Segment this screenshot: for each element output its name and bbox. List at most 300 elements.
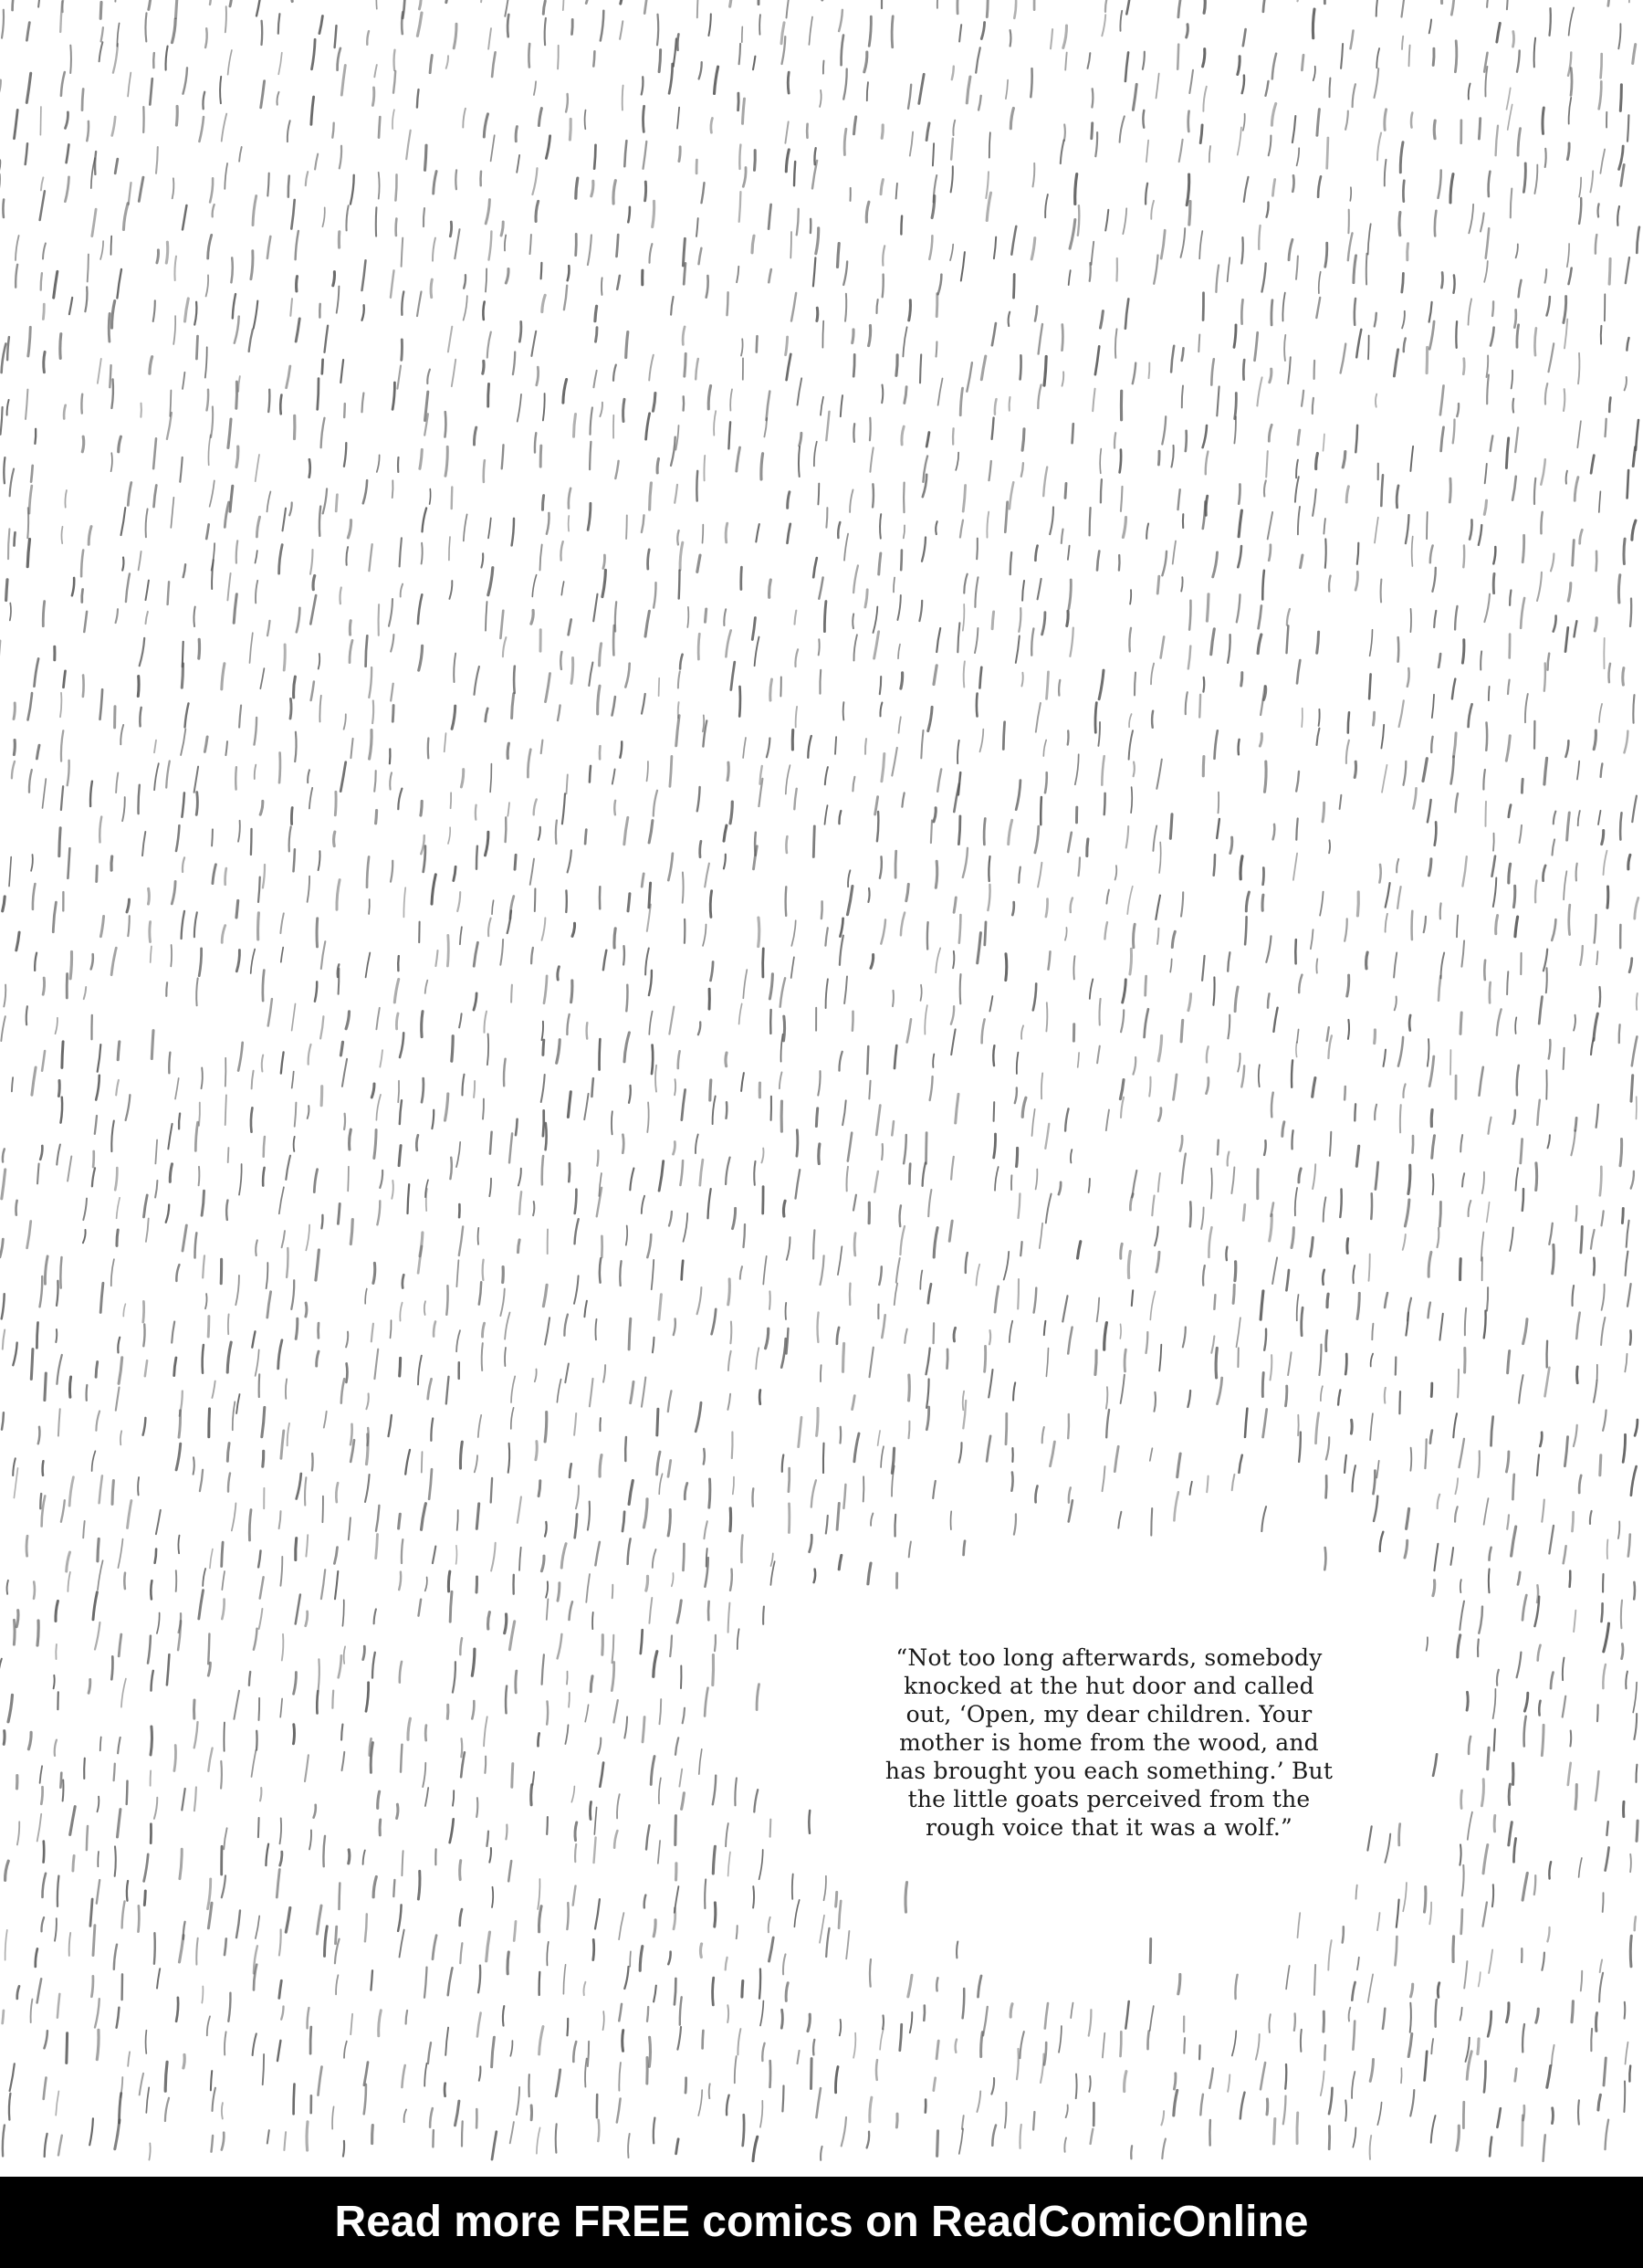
pencil-stroke (1010, 552, 1012, 574)
pencil-stroke (434, 1322, 435, 1337)
pencil-stroke (366, 1393, 368, 1409)
pencil-stroke (151, 1727, 152, 1755)
pencil-stroke (1174, 1075, 1177, 1099)
footer-banner-text[interactable]: Read more FREE comics on ReadComicOnline (334, 2198, 1309, 2246)
pencil-stroke (739, 1003, 742, 1024)
pencil-stroke (60, 693, 61, 717)
pencil-stroke (222, 1571, 225, 1590)
pencil-stroke (210, 178, 213, 202)
pencil-stroke (1404, 761, 1407, 785)
pencil-stroke (119, 1358, 122, 1384)
pencil-stroke (28, 327, 31, 356)
pencil-stroke (1428, 800, 1431, 822)
pencil-stroke (1549, 1526, 1554, 1554)
pencil-stroke (1374, 1496, 1377, 1521)
pencil-stroke (476, 846, 477, 869)
pencil-stroke (157, 250, 159, 263)
pencil-stroke (1596, 1771, 1598, 1801)
pencil-stroke (202, 1987, 203, 2003)
pencil-stroke (1403, 1883, 1407, 1911)
pencil-stroke (1287, 609, 1290, 625)
pencil-stroke (814, 442, 817, 467)
pencil-stroke (225, 1938, 226, 1955)
pencil-stroke (402, 12, 403, 34)
pencil-stroke (1580, 946, 1583, 965)
pencil-stroke (182, 911, 184, 939)
pencil-stroke (306, 1612, 308, 1626)
pencil-stroke (154, 763, 159, 790)
pencil-stroke (1568, 583, 1571, 601)
pencil-stroke (1235, 394, 1237, 419)
pencil-stroke (315, 982, 317, 1001)
pencil-stroke (68, 761, 69, 785)
pencil-stroke (825, 767, 828, 784)
pencil-stroke (1429, 302, 1432, 322)
pencil-stroke (880, 703, 882, 717)
pencil-stroke (97, 2030, 99, 2059)
pencil-stroke (474, 942, 477, 966)
pencil-stroke (1184, 2038, 1185, 2053)
pencil-stroke (876, 2060, 877, 2080)
pencil-stroke (400, 1303, 402, 1321)
pencil-stroke (1313, 1164, 1315, 1189)
pencil-stroke (1497, 2108, 1500, 2127)
pencil-stroke (174, 1746, 176, 1771)
pencil-stroke (1064, 124, 1065, 141)
pencil-stroke (953, 428, 954, 444)
pencil-stroke (432, 1110, 434, 1129)
pencil-stroke (425, 1788, 428, 1806)
pencil-stroke (730, 0, 733, 6)
pencil-stroke (654, 1986, 656, 2002)
pencil-stroke (1430, 1431, 1432, 1444)
pencil-stroke (568, 266, 570, 280)
pencil-stroke (556, 2070, 560, 2096)
pencil-stroke (205, 347, 207, 377)
pencil-stroke (624, 1967, 628, 1989)
pencil-stroke (155, 1549, 157, 1563)
pencil-stroke (1317, 729, 1320, 745)
pencil-stroke (185, 703, 189, 727)
pencil-stroke (487, 1932, 490, 1961)
pencil-stroke (176, 825, 179, 851)
pencil-stroke (699, 248, 702, 264)
pencil-stroke (1266, 81, 1269, 96)
pencil-stroke (322, 360, 323, 373)
pencil-stroke (1047, 672, 1049, 699)
pencil-stroke (58, 1876, 59, 1906)
pencil-stroke (323, 488, 327, 513)
pencil-stroke (988, 885, 989, 910)
pencil-stroke (705, 1688, 707, 1717)
pencil-stroke (1020, 1242, 1021, 1255)
pencil-stroke (281, 2007, 283, 2020)
pencil-stroke (705, 1879, 706, 1908)
pencil-stroke (472, 1701, 474, 1718)
pencil-stroke (959, 25, 961, 41)
pencil-stroke (167, 1654, 170, 1685)
pencil-stroke (1046, 1194, 1052, 1223)
pencil-stroke (84, 987, 87, 999)
pencil-stroke (230, 486, 233, 511)
pencil-stroke (1316, 959, 1317, 972)
pencil-stroke (811, 2059, 812, 2089)
pencil-stroke (544, 976, 547, 1003)
pencil-stroke (3, 2126, 5, 2157)
pencil-stroke (93, 1592, 97, 1620)
pencil-stroke (118, 1539, 122, 1569)
pencil-stroke (922, 538, 926, 562)
pencil-stroke (899, 717, 901, 732)
pencil-stroke (1565, 1437, 1567, 1466)
pencil-stroke (70, 1807, 76, 1835)
pencil-stroke (1577, 1367, 1578, 1383)
pencil-stroke (168, 582, 170, 604)
pencil-stroke (1453, 1413, 1457, 1437)
pencil-stroke (760, 2101, 763, 2127)
pencil-stroke (1182, 1154, 1186, 1183)
pencil-stroke (267, 1263, 268, 1288)
pencil-stroke (795, 611, 797, 625)
footer-banner[interactable] (0, 2177, 1643, 2268)
pencil-stroke (844, 129, 846, 154)
pencil-stroke (310, 550, 313, 574)
pencil-stroke (1019, 867, 1020, 883)
pencil-stroke (251, 950, 256, 974)
pencil-stroke (839, 1555, 842, 1569)
pencil-stroke (1402, 0, 1405, 17)
pencil-stroke (1534, 38, 1536, 68)
pencil-stroke (308, 2008, 309, 2028)
pencil-stroke (508, 803, 509, 816)
pencil-stroke (119, 1634, 121, 1656)
pencil-stroke (372, 700, 373, 723)
pencil-stroke (1453, 420, 1455, 444)
pencil-stroke (708, 1601, 709, 1620)
pencil-stroke (648, 550, 650, 569)
pencil-stroke (400, 538, 402, 566)
pencil-stroke (1399, 1824, 1400, 1845)
pencil-stroke (600, 644, 602, 666)
pencil-stroke (9, 2094, 10, 2120)
pencil-stroke (1594, 1013, 1597, 1040)
pencil-stroke (234, 594, 236, 623)
pencil-stroke (739, 145, 740, 169)
pencil-stroke (563, 0, 564, 10)
pencil-stroke (900, 1205, 901, 1226)
pencil-stroke (1458, 1635, 1460, 1657)
pencil-stroke (1488, 2011, 1491, 2036)
pencil-stroke (649, 2037, 650, 2066)
pencil-stroke (340, 360, 343, 383)
pencil-stroke (128, 2052, 130, 2066)
pencil-stroke (934, 1323, 935, 1343)
pencil-stroke (1484, 500, 1486, 514)
pencil-stroke (724, 855, 726, 869)
pencil-stroke (881, 919, 885, 943)
pencil-stroke (1097, 1298, 1100, 1322)
pencil-stroke (399, 1146, 401, 1166)
pencil-stroke (1130, 590, 1131, 604)
pencil-stroke (1375, 1105, 1376, 1120)
pencil-stroke (430, 56, 432, 73)
pencil-stroke (839, 811, 841, 824)
pencil-stroke (1370, 2060, 1373, 2082)
pencil-stroke (259, 1374, 260, 1397)
pencil-stroke (1410, 1448, 1411, 1471)
pencil-stroke (1487, 0, 1489, 7)
pencil-stroke (1234, 416, 1236, 443)
pencil-stroke (680, 1997, 682, 2024)
pencil-stroke (233, 1402, 235, 1430)
pencil-stroke (568, 1092, 570, 1118)
pencil-stroke (842, 2117, 846, 2146)
pencil-stroke (727, 762, 728, 780)
pencil-stroke (545, 1412, 547, 1442)
pencil-stroke (14, 1620, 15, 1644)
pencil-stroke (675, 425, 678, 450)
pencil-stroke (1162, 2139, 1166, 2159)
pencil-stroke (1599, 704, 1602, 722)
pencil-stroke (171, 945, 172, 967)
pencil-stroke (16, 932, 19, 950)
pencil-stroke (322, 207, 324, 226)
pencil-stroke (570, 1464, 571, 1477)
pencil-stroke (88, 255, 89, 282)
pencil-stroke (708, 1189, 711, 1218)
pencil-stroke (1298, 430, 1300, 445)
pencil-stroke (41, 1917, 44, 1931)
pencil-stroke (813, 2040, 814, 2055)
pencil-stroke (517, 2087, 519, 2115)
pencil-stroke (1632, 520, 1636, 540)
pencil-stroke (644, 1499, 647, 1528)
pencil-stroke (1005, 2103, 1007, 2128)
pencil-stroke (1316, 454, 1318, 469)
pencil-stroke (937, 2041, 938, 2059)
pencil-stroke (1321, 2072, 1324, 2096)
pencil-stroke (87, 1826, 88, 1850)
pencil-stroke (1439, 171, 1441, 198)
pencil-stroke (985, 1346, 986, 1371)
pencil-stroke (904, 525, 905, 538)
pencil-stroke (1042, 613, 1045, 635)
pencil-stroke (487, 1034, 488, 1065)
pencil-stroke (587, 1023, 588, 1038)
pencil-stroke (926, 1133, 927, 1164)
pencil-stroke (853, 635, 856, 660)
pencil-stroke (492, 2132, 497, 2159)
pencil-stroke (539, 2027, 543, 2054)
pencil-stroke (1014, 1, 1016, 18)
pencil-stroke (850, 489, 853, 512)
pencil-stroke (2, 1294, 5, 1318)
pencil-stroke (109, 313, 110, 341)
pencil-stroke (183, 857, 184, 872)
pencil-stroke (598, 686, 600, 714)
pencil-stroke (317, 1691, 318, 1713)
pencil-stroke (1432, 568, 1435, 592)
pencil-stroke (1314, 1965, 1315, 1995)
pencil-stroke (295, 732, 296, 761)
pencil-stroke (979, 667, 981, 688)
pencil-stroke (338, 48, 340, 70)
pencil-stroke (1062, 325, 1063, 351)
pencil-stroke (1036, 703, 1041, 732)
pencil-stroke (87, 121, 89, 141)
pencil-stroke (733, 1477, 734, 1495)
pencil-stroke (1151, 664, 1154, 685)
pencil-stroke (157, 1613, 160, 1633)
pencil-stroke (1345, 111, 1348, 130)
pencil-stroke (54, 1675, 55, 1689)
pencil-stroke (83, 1199, 87, 1221)
pencil-stroke (263, 865, 265, 887)
pencil-stroke (853, 1195, 856, 1211)
pencil-stroke (1287, 625, 1289, 653)
pencil-stroke (733, 1208, 736, 1228)
pencil-stroke (1319, 709, 1320, 726)
pencil-stroke (1512, 477, 1516, 500)
pencil-stroke (425, 1578, 427, 1591)
pencil-stroke (1624, 2082, 1625, 2113)
pencil-stroke (659, 678, 660, 696)
pencil-stroke (1092, 242, 1094, 265)
pencil-stroke (1486, 228, 1490, 258)
pencil-stroke (612, 697, 615, 715)
pencil-stroke (225, 6, 226, 32)
pencil-stroke (1375, 313, 1376, 327)
pencil-stroke (207, 390, 209, 411)
pencil-stroke (840, 919, 842, 937)
pencil-stroke (339, 1655, 341, 1677)
pencil-stroke (797, 1130, 798, 1157)
pencil-stroke (446, 1377, 449, 1404)
pencil-stroke (1438, 1983, 1439, 1998)
pencil-stroke (1295, 940, 1296, 963)
pencil-stroke (1518, 129, 1521, 155)
pencil-stroke (225, 502, 228, 527)
pencil-stroke (1564, 297, 1566, 323)
pencil-stroke (994, 1134, 996, 1158)
pencil-stroke (1433, 1754, 1437, 1776)
pencil-stroke (816, 1108, 817, 1127)
pencil-stroke (1009, 820, 1012, 844)
pencil-stroke (372, 1324, 373, 1342)
pencil-stroke (402, 1851, 403, 1875)
pencil-stroke (423, 509, 427, 532)
pencil-stroke (902, 793, 904, 806)
pencil-stroke (1523, 2024, 1524, 2052)
pencil-stroke (1071, 1150, 1072, 1162)
pencil-stroke (69, 1477, 73, 1506)
pencil-stroke (256, 551, 257, 563)
pencil-stroke (431, 279, 432, 298)
pencil-stroke (963, 848, 968, 877)
pencil-stroke (263, 1451, 264, 1466)
pencil-stroke (294, 1137, 295, 1151)
pencil-stroke (949, 1221, 952, 1241)
pencil-stroke (668, 1510, 670, 1537)
pencil-stroke (56, 1329, 57, 1342)
pencil-stroke (838, 244, 840, 268)
pencil-stroke (140, 708, 141, 727)
pencil-stroke (155, 1140, 157, 1164)
pencil-stroke (1412, 911, 1413, 940)
pencil-stroke (428, 2042, 431, 2063)
pencil-stroke (874, 607, 878, 634)
pencil-stroke (1019, 1193, 1020, 1218)
pencil-stroke (370, 730, 372, 760)
pencil-stroke (278, 14, 280, 34)
pencil-stroke (111, 1259, 114, 1286)
pencil-stroke (268, 390, 269, 412)
pencil-stroke (27, 508, 28, 538)
pencil-stroke (1006, 80, 1008, 100)
pencil-stroke (251, 829, 252, 855)
pencil-stroke (1479, 119, 1480, 139)
pencil-stroke (123, 204, 128, 230)
pencil-stroke (445, 446, 447, 476)
pencil-stroke (786, 765, 790, 794)
pencil-stroke (256, 1916, 259, 1939)
pencil-stroke (228, 1148, 229, 1162)
pencil-stroke (256, 1731, 257, 1750)
pencil-stroke (1178, 1975, 1180, 1994)
pencil-stroke (1104, 793, 1105, 814)
pencil-stroke (26, 143, 27, 164)
pencil-stroke (724, 609, 726, 625)
pencil-stroke (1405, 1200, 1409, 1226)
pencil-stroke (992, 323, 996, 345)
pencil-stroke (1294, 2013, 1295, 2031)
pencil-stroke (881, 1446, 884, 1467)
pencil-stroke (896, 184, 897, 199)
pencil-stroke (448, 827, 450, 844)
pencil-stroke (1156, 74, 1159, 99)
pencil-stroke (207, 2016, 210, 2035)
pencil-stroke (882, 0, 883, 8)
pencil-stroke (253, 196, 256, 226)
pencil-stroke (0, 80, 1, 95)
pencil-stroke (224, 1828, 226, 1849)
pencil-stroke (937, 770, 941, 792)
pencil-stroke (782, 2086, 783, 2112)
pencil-stroke (513, 352, 515, 375)
pencil-stroke (1479, 1972, 1481, 1987)
pencil-stroke (1534, 165, 1537, 194)
pencil-stroke (343, 2141, 344, 2157)
pencil-stroke (1262, 895, 1263, 910)
pencil-stroke (351, 1220, 352, 1244)
pencil-stroke (727, 2005, 728, 2022)
pencil-stroke (560, 541, 562, 560)
pencil-stroke (1133, 84, 1136, 110)
pencil-stroke (697, 555, 700, 572)
pencil-stroke (682, 1261, 684, 1280)
pencil-stroke (1385, 1293, 1387, 1307)
pencil-stroke (1397, 1900, 1399, 1927)
pencil-stroke (547, 1817, 548, 1834)
pencil-stroke (1366, 254, 1367, 285)
pencil-stroke (586, 0, 589, 4)
pencil-stroke (378, 1791, 380, 1808)
pencil-stroke (37, 1814, 42, 1842)
pencil-stroke (1462, 1865, 1464, 1895)
pencil-stroke (1271, 300, 1272, 325)
pencil-stroke (290, 299, 292, 316)
pencil-stroke (297, 277, 298, 291)
